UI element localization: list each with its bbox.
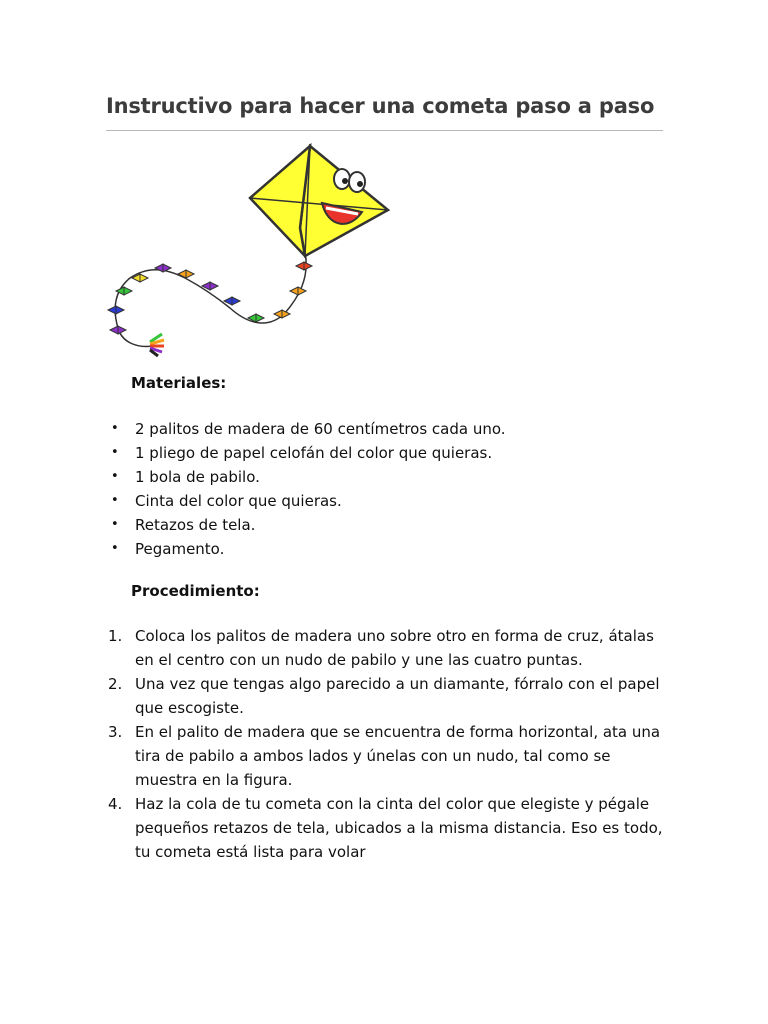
material-item: • 2 palitos de madera de 60 centímetros cada uno. [108,417,668,441]
procedure-steps [108,624,673,864]
step-number: 3. [108,723,123,741]
kite-body [300,146,388,256]
step-text: En el palito de madera que se encuentra de forma horizontal, ata una tira de pabilo a ambos lados y únelas con un nudo, tal como se muestra en la figura. [135,723,661,789]
material-item: • 1 pliego de papel celofán del color que quieras. [108,441,668,465]
material-item: • Cinta del color que quieras. [108,489,668,513]
procedure-step [108,624,673,672]
step-text: Coloca los palitos de madera uno sobre otro en forma de cruz, átalas en el centro con un nudo de pabilo y une las cuatro puntas. [135,627,654,669]
tail-tassel [150,334,164,356]
material-item: • Retazos de tela. [108,513,668,537]
kite-icon [100,138,400,360]
material-item: • Pegamento. [108,537,668,561]
kite-tail-string [115,253,306,346]
materials-heading: Materiales: [131,374,227,392]
procedure-step [108,720,673,792]
procedure-heading: Procedimiento: [131,582,260,600]
materials-list [108,417,668,561]
page-title: Instructivo para hacer una cometa paso a paso [106,94,655,118]
material-item: • 1 bola de pabilo. [108,465,668,489]
title-divider [106,130,663,131]
step-text: Haz la cola de tu cometa con la cinta del color que elegiste y pégale pequeños retazos de tela, ubicados a la misma distancia. Eso es todo, tu cometa está lista para volar [135,795,663,861]
step-number: 1. [108,627,123,645]
procedure-step [108,672,673,720]
step-number: 4. [108,795,123,813]
procedure-step [108,792,673,864]
step-number: 2. [108,675,123,693]
step-text: Una vez que tengas algo parecido a un diamante, fórralo con el papel que escogiste. [135,675,660,717]
